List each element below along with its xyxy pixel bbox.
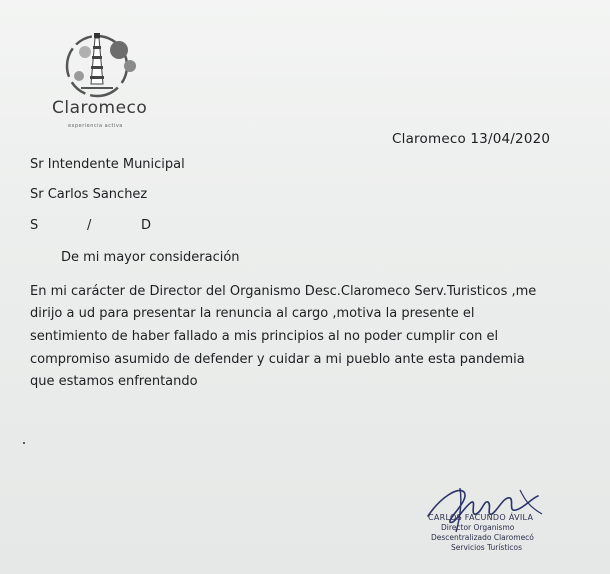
- logo-wordmark: Claromeco: [52, 98, 148, 118]
- stamp-name: CARLOS FACUNDO ÁVILA: [428, 513, 534, 522]
- logo-tagline: experiencia activa: [68, 123, 123, 129]
- salutation-abbr-d: D: [141, 218, 152, 233]
- salutation-abbr-s: S: [30, 218, 39, 233]
- claromeco-logo: [55, 22, 165, 137]
- recipient-name: Sr Carlos Sanchez: [30, 187, 148, 202]
- stamp-department: Servicios Turísticos: [451, 543, 522, 552]
- body-line: sentimiento de haber fallado a mis principios al no poder cumplir con el: [30, 329, 499, 344]
- stray-mark: [23, 442, 25, 444]
- recipient-title: Sr Intendente Municipal: [30, 157, 185, 172]
- body-line: compromiso asumido de defender y cuidar a mi pueblo ante esta pandemia: [30, 352, 525, 367]
- lighthouse-logo-icon: [55, 22, 165, 102]
- letter-date: Claromeco 13/04/2020: [392, 131, 551, 147]
- stamp-role: Director Organismo: [441, 523, 515, 532]
- greeting: De mi mayor consideración: [61, 250, 240, 265]
- body-line: dirijo a ud para presentar la renuncia al cargo ,motiva la presente el: [30, 306, 475, 321]
- stamp-organization: Descentralizado Claromecó: [431, 533, 534, 542]
- body-line: que estamos enfrentando: [30, 374, 198, 389]
- salutation-slash: /: [87, 218, 92, 233]
- body-line: En mi carácter de Director del Organismo Desc.Claromeco Serv.Turisticos ,me: [30, 284, 537, 299]
